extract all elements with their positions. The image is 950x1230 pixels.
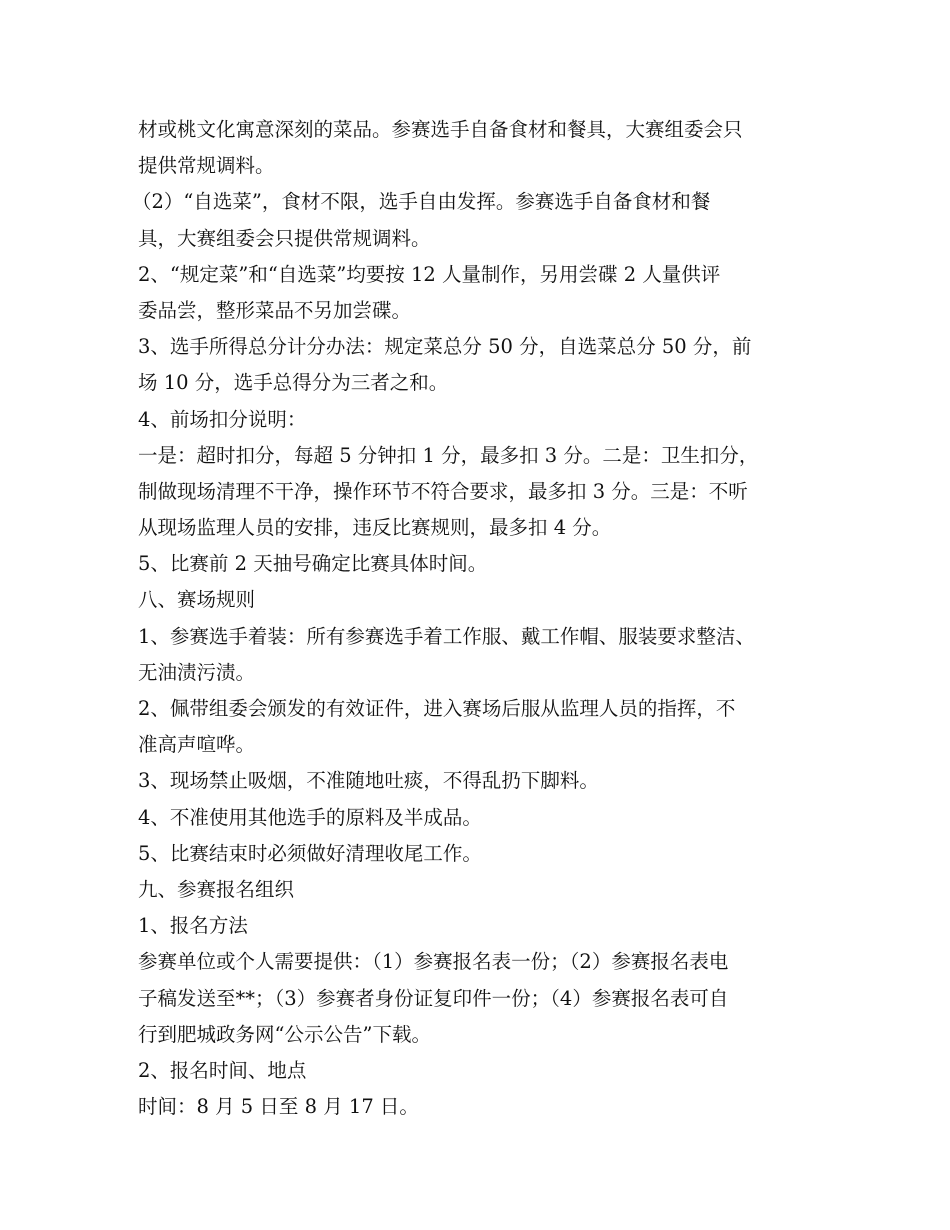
text-line-11: 制做现场清理不干净，操作环节不符合要求，最多扣 3 分。三是：不听 [138,479,748,503]
text-line-12: 从现场监理人员的安排，违反比赛规则，最多扣 4 分。 [138,516,612,540]
text-line-23: 1、报名方法 [138,914,248,938]
text-line-18: 准高声喧哗。 [138,733,256,757]
text-line-3: （2）“自选菜”，食材不限，选手自由发挥。参赛选手自备食材和餐 [132,190,711,214]
text-line-20: 4、不准使用其他选手的原料及半成品。 [138,805,482,829]
text-line-6: 委品尝，整形菜品不另加尝碟。 [138,298,412,322]
text-line-7: 3、选手所得总分计分办法：规定菜总分 50 分，自选菜总分 50 分，前 [138,335,752,359]
document-body [132,112,838,1125]
text-line-24: 参赛单位或个人需要提供：（1）参赛报名表一份；（2）参赛报名表电 [138,950,729,974]
text-line-9: 4、前场扣分说明： [138,407,307,431]
section-heading-8: 八、赛场规则 [138,588,256,612]
text-line-1: 材或桃文化寓意深刻的菜品。参赛选手自备食材和餐具，大赛组委会只 [138,118,743,141]
text-line-2: 提供常规调料。 [138,154,275,178]
text-line-10: 一是：超时扣分，每超 5 分钟扣 1 分，最多扣 3 分。二是：卫生扣分， [138,443,759,467]
text-line-4: 具，大赛组委会只提供常规调料。 [138,226,431,250]
section-heading-9: 九、参赛报名组织 [138,877,295,901]
text-line-8: 场 10 分，选手总得分为三者之和。 [138,371,449,395]
text-line-21: 5、比赛结束时必须做好清理收尾工作。 [138,841,482,865]
text-line-15: 1、参赛选手着装：所有参赛选手着工作服、戴工作帽、服装要求整洁、 [138,624,755,648]
text-line-16: 无油渍污渍。 [138,660,256,684]
text-line-26: 行到肥城政务网“公示公告”下载。 [138,1022,431,1046]
text-line-5: 2、“规定菜”和“自选菜”均要按 12 人量制作，另用尝碟 2 人量供评 [138,262,721,286]
text-line-19: 3、现场禁止吸烟，不准随地吐痰，不得乱扔下脚料。 [138,769,599,793]
text-line-17: 2、佩带组委会颁发的有效证件，进入赛场后服从监理人员的指挥，不 [138,697,736,720]
text-line-28: 时间：8 月 5 日至 8 月 17 日。 [138,1095,419,1119]
text-line-25: 子稿发送至**；（3）参赛者身份证复印件一份；（4）参赛报名表可自 [138,986,729,1010]
text-line-13: 5、比赛前 2 天抽号确定比赛具体时间。 [138,552,488,576]
text-line-27: 2、报名时间、地点 [138,1058,307,1082]
